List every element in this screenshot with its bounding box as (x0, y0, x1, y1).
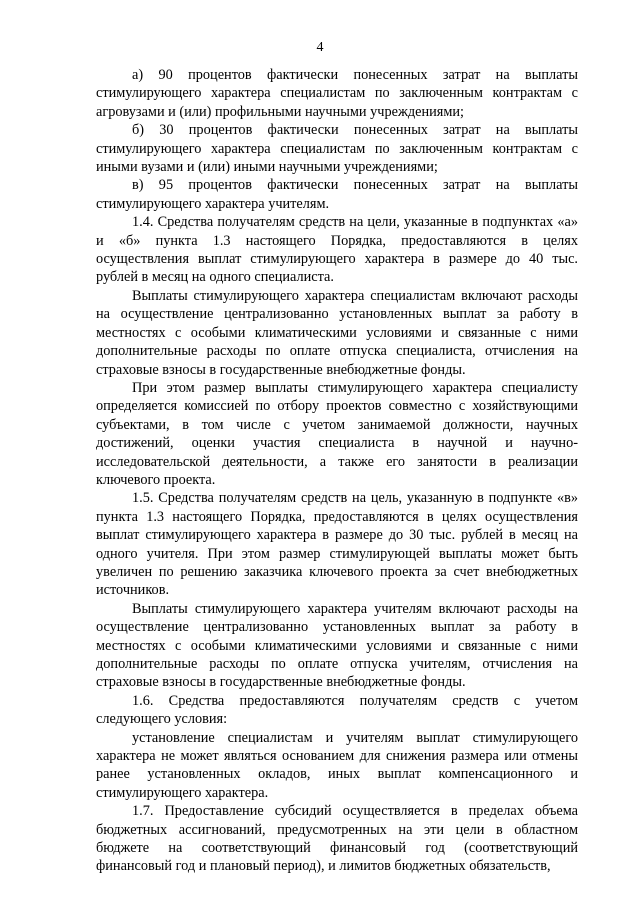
paragraph-1b: б) 30 процентов фактически понесенных затрат на выплаты стимулирующего характера специалистам по заключенным контрактам с иными вузами и (или) иными научными учреждениями; (96, 122, 578, 176)
paragraph-condition: установление специалистам и учителям выплат стимулирующего характера не может являться основанием для снижения размера или отмены ранее установленных окладов, иных выплат компенсационного и стимулирующего характера. (96, 729, 578, 801)
document-body (96, 66, 578, 876)
paragraph-1a: а) 90 процентов фактически понесенных затрат на выплаты стимулирующего характера специалистам по заключенным контрактам с агровузами и (или) профильными научными учреждениями; (96, 67, 578, 120)
page-number: 4 (316, 40, 324, 55)
paragraph-1-7: 1.7. Предоставление субсидий осуществляется в пределах объема бюджетных ассигнований, предусмотренных на эти цели в областном бюджете на соответствующий финансовый год (соответствующий финансовый год и плановый период), и лимитов бюджетных обязательств, (96, 803, 578, 875)
paragraph-1-5: 1.5. Средства получателям средств на цель, указанную в подпункте «в» пункта 1.3 настоящего Порядка, предоставляются в целях осуществления выплат стимулирующего характера в размере до 30 тыс. рублей в месяц на одного учителя. При этом размер стимулирующей выплаты может быть увеличен по решению заказчика ключевого проекта за счет внебюджетных источников. (96, 490, 578, 599)
paragraph-teacher-payments: Выплаты стимулирующего характера учителям включают расходы на осуществление централизованно установленных выплат за работу в местностях с особыми климатическими условиями и связанные с ними дополнительные расходы по оплате отпуска учителям, отчисления на страховые взносы в государственные внебюджетные фонды. (96, 600, 578, 691)
paragraph-1-4: 1.4. Средства получателям средств на цели, указанные в подпунктах «а» и «б» пункта 1.3 настоящего Порядка, предоставляются в целях осуществления выплат стимулирующего характера в размере до 40 тыс. рублей в месяц на одного специалиста. (96, 214, 578, 286)
paragraph-1-6: 1.6. Средства предоставляются получателям средств с учетом следующего условия: (96, 692, 578, 728)
paragraph-payment-size: При этом размер выплаты стимулирующего характера специалисту определяется комиссией по отбору проектов совместно с хозяйствующими субъектами, в том числе с учетом занимаемой должности, научных достижений, оценки участия специалиста в научной и научно-исследовательской деятельности, а также его занятости в реализации ключевого проекта. (96, 379, 578, 488)
paragraph-1c: в) 95 процентов фактически понесенных затрат на выплаты стимулирующего характера учителям. (96, 177, 578, 212)
paragraph-specialist-payments: Выплаты стимулирующего характера специалистам включают расходы на осуществление централизованно установленных выплат за работу в местностях с особыми климатическими условиями и связанные с ними дополнительные расходы по оплате отпуска специалиста, отчисления на страховые взносы в государственные внебюджетные фонды. (96, 287, 578, 378)
